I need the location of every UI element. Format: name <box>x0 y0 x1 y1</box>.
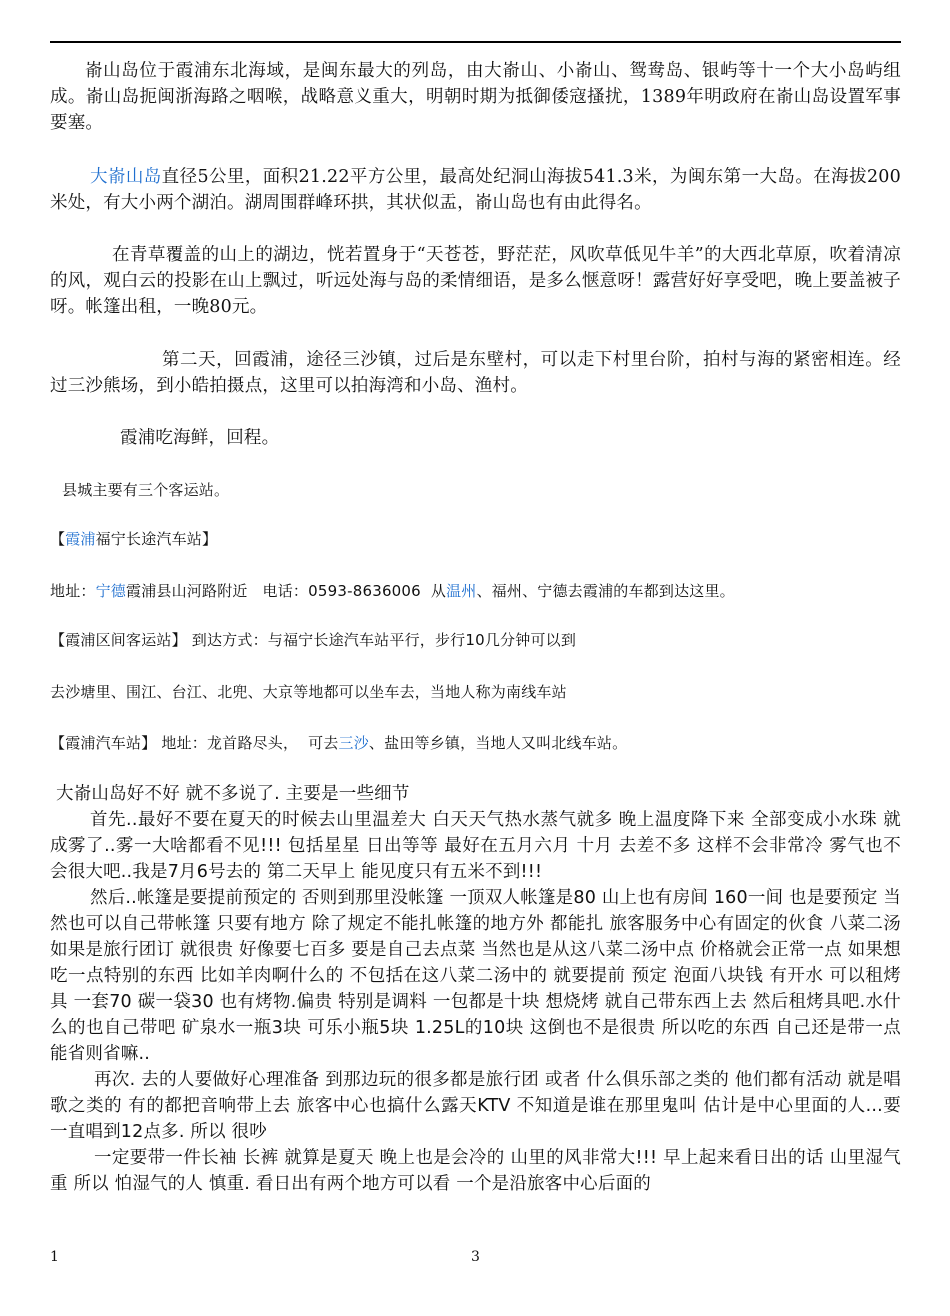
link-wenzhou[interactable]: 温州 <box>446 582 477 600</box>
paragraph-seafood: 霞浦吃海鲜，回程。 <box>120 428 280 448</box>
station-funing-heading: 【霞浦福宁长途汽车站】 <box>50 530 218 548</box>
link-ningde[interactable]: 宁德 <box>95 582 127 600</box>
paragraph-island-size: 大嵛山岛直径5公里，面积21.22平方公里，最高处纪洞山海拔541.3米，为闽东第一大岛。在海拔200米处，有大小两个湖泊。湖周围群峰环拱，其状似盂，嵛山岛也有由此得名。 <box>50 167 901 213</box>
blog-intro: 大嵛山岛好不好 就不多说了. 主要是一些细节 <box>56 784 410 804</box>
station-xiapu-bus: 【霞浦汽车站】 地址：龙首路尽头， 可去三沙、盐田等乡镇，当地人又叫北线车站。 <box>50 734 628 752</box>
link-da-yushan-island[interactable]: 大嵛山岛 <box>90 167 162 187</box>
paragraph-bus-stations: 县城主要有三个客运站。 <box>62 481 230 499</box>
station-funing-address: 地址：宁德霞浦县山河路附近 电话：0593-8636006 从温州、福州、宁德去霞浦的车都到达这里。 <box>50 582 735 600</box>
blog-paragraph-again: 再次. 去的人要做好心理准备 到那边玩的很多都是旅行团 或者 什么俱乐部之类的 他们都有活动 就是唱歌之类的 有的都把音响带上去 旅客中心也搞什么露天KTV 不知道是谁在那里鬼叫 估计是中心里面的人...要一直唱到12点多. 所以 很吵 <box>50 1070 901 1142</box>
station-regional-destinations: 去沙塘里、围江、台江、北兜、大京等地都可以坐车去，当地人称为南线车站 <box>50 683 567 701</box>
link-sansha[interactable]: 三沙 <box>338 734 369 752</box>
paragraph-day-two: 第二天，回霞浦，途径三沙镇，过后是东壁村，可以走下村里台阶，拍村与海的紧密相连。经过三沙熊场，到小皓拍摄点，这里可以拍海湾和小岛、渔村。 <box>50 350 901 396</box>
blog-paragraph-first: 首先..最好不要在夏天的时候去山里温差大 白天天气热水蒸气就多 晚上温度降下来 全部变成小水珠 就成雾了..雾一大啥都看不见!!! 包括星星 日出等等 最好在五月六月 十月 去差不多 这样不会非常冷 雾气也不会很大吧..我是7月6号去的 第二天早上 能见度只有五米不到!!! <box>50 810 901 882</box>
page-number: 3 <box>471 1249 480 1265</box>
blog-paragraph-clothes: 一定要带一件长袖 长裤 就算是夏天 晚上也是会冷的 山里的风非常大!!! 早上起来看日出的话 山里湿气重 所以 怕湿气的人 慎重. 看日出有两个地方可以看 一个是沿旅客中心后面的 <box>50 1148 901 1194</box>
paragraph-camping: 在青草覆盖的山上的湖边，恍若置身于“天苍苍，野茫茫，风吹草低见牛羊”的大西北草原，吹着清凉的风，观白云的投影在山上飘过，听远处海与岛的柔情细语，是多么惬意呀！露营好好享受吧，晚上要盖被子呀。帐篷出租，一晚80元。 <box>50 245 901 317</box>
header-rule <box>50 41 901 43</box>
link-xiapu[interactable]: 霞浦 <box>65 530 96 548</box>
footer-left-number: 1 <box>50 1249 59 1265</box>
paragraph-intro: 嵛山岛位于霞浦东北海域，是闽东最大的列岛，由大嵛山、小嵛山、鸳鸯岛、银屿等十一个大小岛屿组成。嵛山岛扼闽浙海路之咽喉，战略意义重大，明朝时期为抵御倭寇搔扰，1389年明政府在嵛山岛设置军事要塞。 <box>50 61 901 133</box>
blog-paragraph-then: 然后..帐篷是要提前预定的 否则到那里没帐篷 一顶双人帐篷是80 山上也有房间 160一间 也是要预定 当然也可以自己带帐篷 只要有地方 除了规定不能扎帐篷的地方外 都能扎 旅客服务中心有固定的伙食 八菜二汤 如果是旅行团订 就很贵 好像要七百多 要是自己去点菜 当然也是从这八菜二汤中点 价格就会正常一点 如果想吃一点特别的东西 比如羊肉啊什么的 不包括在这八菜二汤中的 就要提前 预定 泡面八块钱 有开水 可以租烤具 一套70 碳一袋30 也有烤物.偏贵 特别是调料 一包都是十块 想烧烤 就自己带东西上去 然后租烤具吧.水什么的也自己带吧 矿泉水一瓶3块 可乐小瓶5块 1.25L的10块 这倒也不是很贵 所以吃的东西 自己还是带一点 能省则省嘛.. <box>50 888 901 1064</box>
station-regional: 【霞浦区间客运站】 到达方式：与福宁长途汽车站平行，步行10几分钟可以到 <box>50 631 577 649</box>
